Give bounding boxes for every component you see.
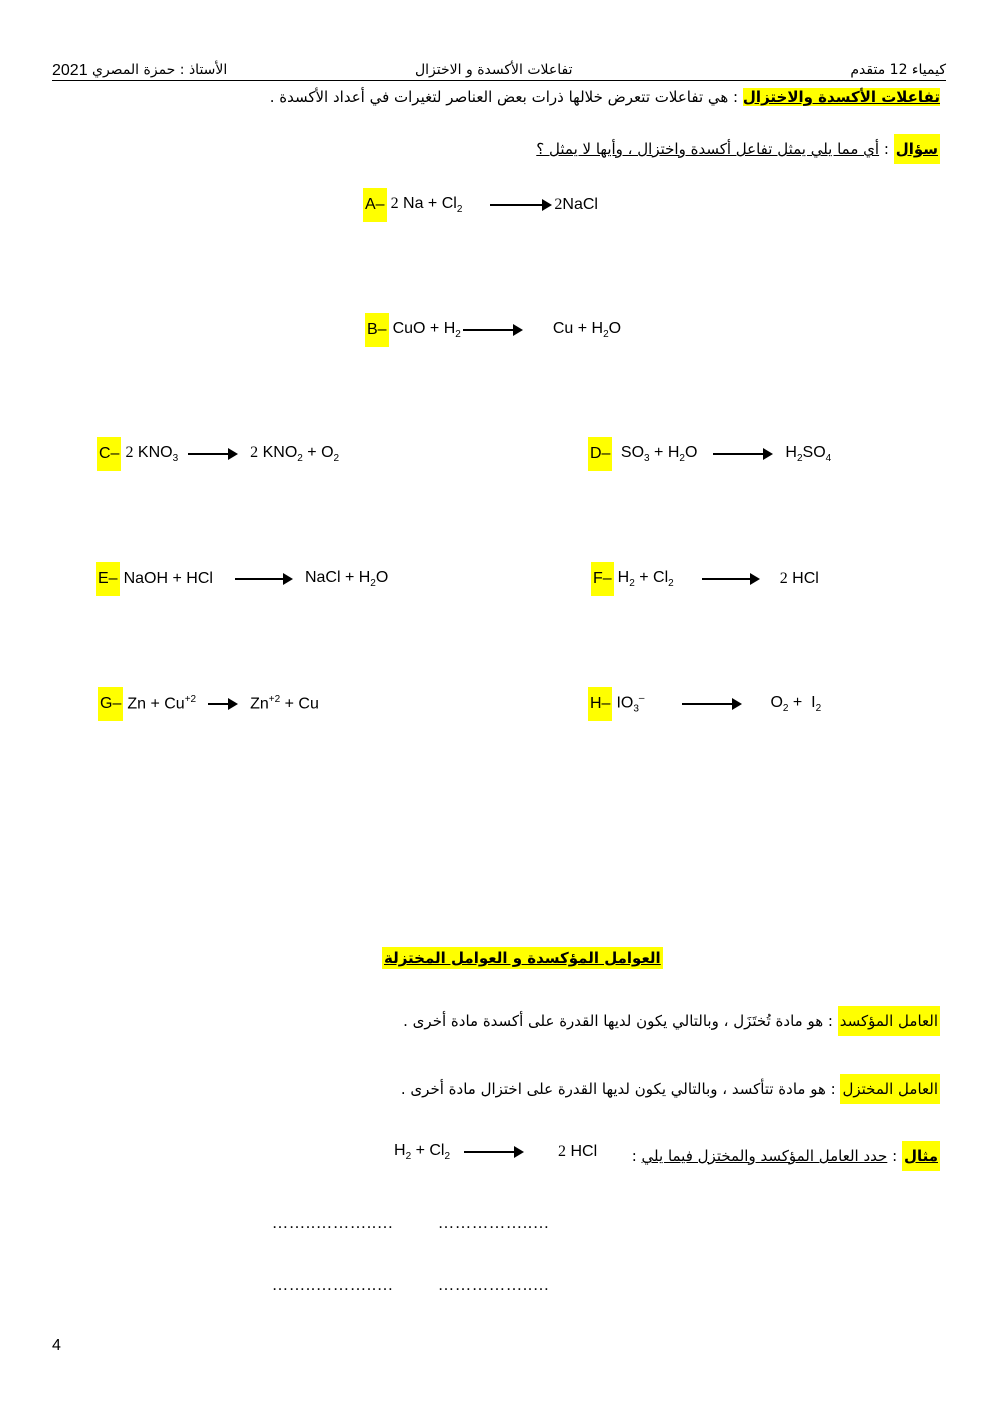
reducing-agent-line [401, 1080, 940, 1098]
oxidizing-agent-term: العامل المؤكسد [838, 1006, 940, 1036]
reaction-arrow-icon [188, 453, 236, 455]
header-topic: تفاعلات الأكسدة و الاختزال [415, 62, 573, 78]
reaction-products: 2 HCl [558, 1143, 598, 1161]
reducing-agent-text: : هو مادة تتأكسد ، وبالتالي يكون لديها القدرة على اختزال مادة أخرى . [400, 1080, 836, 1098]
reaction-label: C– [97, 437, 121, 471]
reaction-arrow-icon [702, 578, 758, 580]
reaction-reactants: NaOH + HCl [123, 570, 213, 587]
reaction-arrow-icon [208, 703, 236, 705]
reaction-products: NaCl + $H_2O$ [304, 568, 389, 590]
example-text: حدد العامل المؤكسد والمختزل فيما يلي [641, 1147, 888, 1165]
reaction-g [98, 687, 319, 721]
reaction-products: $Zn^{+2} + Cu$ [250, 694, 319, 713]
header-course: كيمياء 12 متقدم [850, 62, 946, 78]
reaction-label: E– [96, 562, 120, 596]
reaction-arrow-icon [713, 453, 771, 455]
reaction-products: 2NaCl [554, 196, 598, 213]
oxidizing-agent-line [403, 1012, 940, 1030]
answer-blank-right-2: ……………..… [438, 1277, 550, 1294]
question-label: سؤال [894, 134, 940, 164]
definition-text: : هي تفاعلات تتعرض خلالها ذرات بعض العناصر لتغيرات في أعداد الأكسدة . [269, 88, 739, 106]
header-teacher: الأستاذ : حمزة المصري [92, 62, 228, 78]
reaction-e [96, 562, 388, 596]
reaction-arrow-icon [464, 1151, 522, 1153]
reaction-label: D– [588, 437, 612, 471]
reaction-f [591, 562, 819, 596]
reaction-arrow-icon [463, 329, 521, 331]
reaction-products: $H_2SO_4$ [785, 443, 832, 465]
reaction-arrow-icon [682, 703, 740, 705]
reaction-reactants: 2 $KNO_3$ [125, 443, 179, 465]
example-reaction [394, 1142, 597, 1162]
page-number: 4 [52, 1337, 61, 1354]
reducing-agent-term: العامل المختزل [840, 1074, 940, 1104]
reaction-reactants: $Zn + Cu^{+2}$ [127, 694, 197, 713]
reaction-arrow-icon [235, 578, 291, 580]
reaction-reactants: 2 $Na + Cl_2$ [390, 194, 463, 216]
reaction-reactants: $IO_3^-$ [616, 693, 645, 715]
reaction-b [365, 313, 621, 347]
example-colon-2: : [631, 1147, 637, 1165]
reaction-products: $Cu + H_2O$ [552, 319, 622, 341]
reaction-label: A– [363, 188, 387, 222]
reaction-label: B– [365, 313, 389, 347]
oxidizing-agent-text: : هو مادة تُختَزَل ، وبالتالي يكون لديها القدرة على أكسدة مادة أخرى . [403, 1012, 833, 1030]
reaction-products: 2 $KNO_2 + O_2$ [250, 443, 340, 465]
example-label: مثال [902, 1141, 940, 1171]
reaction-label: F– [591, 562, 614, 596]
section-title: العوامل المؤكسدة و العوامل المختزلة [384, 949, 661, 967]
reaction-products: 2 HCl [779, 570, 819, 587]
reaction-h [588, 687, 821, 721]
reaction-reactants: CuO + $H_2$ [392, 319, 461, 341]
reaction-products: $O_2 + I_2$ [770, 693, 822, 715]
example-colon: : [892, 1147, 898, 1165]
reaction-a [363, 188, 598, 222]
answer-blank-left-2: ……..………..… [272, 1277, 394, 1294]
answer-blank-left-1: ……..………..… [272, 1215, 394, 1232]
question-line [536, 140, 940, 158]
definition-term: تفاعلات الأكسدة والاختزال [742, 88, 940, 106]
answer-blank-right-1: ……………..… [438, 1215, 550, 1232]
example-line [632, 1147, 940, 1165]
reaction-reactants: $H_2 + Cl_2$ [394, 1142, 451, 1163]
definition-line [270, 88, 940, 106]
header-year: 2021 [52, 62, 88, 79]
reaction-label: G– [98, 687, 123, 721]
reaction-label: H– [588, 687, 612, 721]
reaction-d [588, 437, 831, 471]
header-divider [52, 80, 946, 81]
question-text: أي مما يلي يمثل تفاعل أكسدة واختزال ، وأيها لا يمثل ؟ [536, 140, 880, 158]
question-colon: : [879, 140, 889, 158]
reaction-c [97, 437, 339, 471]
reaction-arrow-icon [490, 204, 550, 206]
reaction-reactants: $SO_3 + H_2O$ [616, 443, 698, 465]
reaction-reactants: $H_2 + Cl_2$ [617, 568, 674, 590]
